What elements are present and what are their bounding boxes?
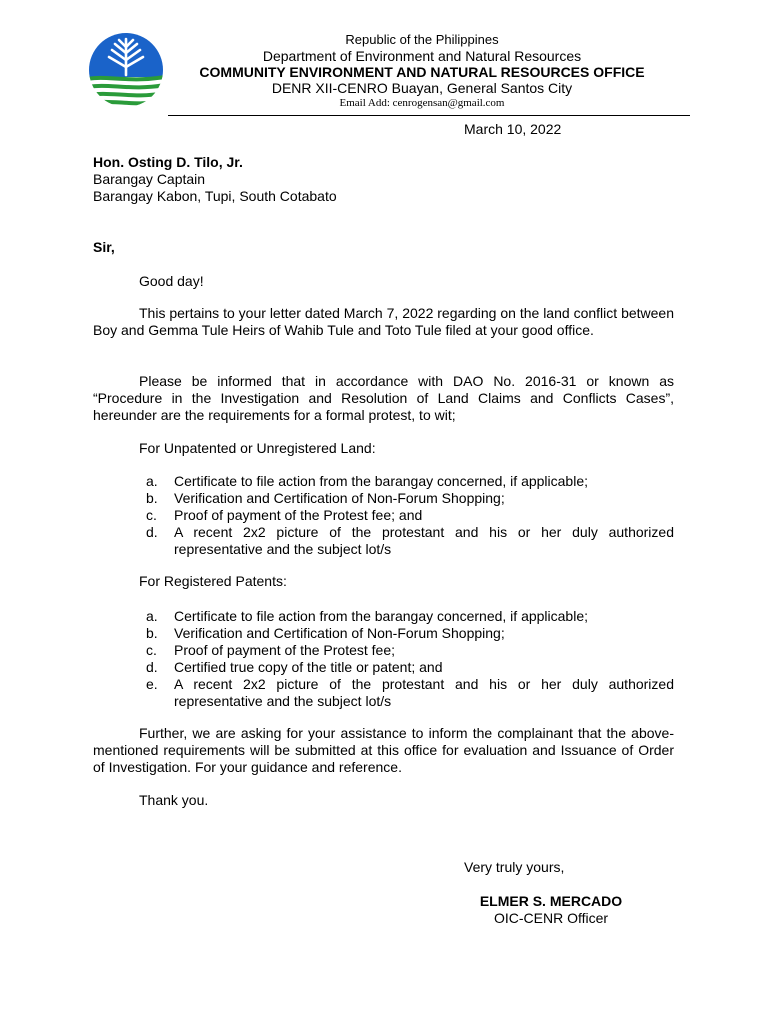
list-item — [146, 524, 674, 558]
paragraph-intro: This pertains to your letter dated March 7, 2022 regarding on the land conflict between Boy and Gemma Tule Heirs of Wahib Tule and Toto Tule filed at your good office. — [93, 305, 674, 338]
list-item — [146, 625, 674, 642]
letter-date: March 10, 2022 — [464, 121, 562, 137]
letterhead-office: COMMUNITY ENVIRONMENT AND NATURAL RESOURCES OFFICE — [199, 64, 645, 80]
list-item-text: A recent 2x2 picture of the protestant and his or her duly authorized representative and the subject lot/s — [174, 524, 674, 557]
list-item — [146, 676, 674, 710]
list-item-text: A recent 2x2 picture of the protestant and his or her duly authorized representative and the subject lot/s — [174, 676, 674, 709]
list-item-text: Proof of payment of the Protest fee; — [174, 642, 396, 658]
signer-name: ELMER S. MERCADO — [479, 893, 623, 909]
letterhead-department: Department of Environment and Natural Resources — [262, 48, 582, 64]
list-item — [146, 642, 674, 659]
paragraph-assistance: Further, we are asking for your assistance to inform the complainant that the above-mentioned requirements will be submitted at this office for evaluation and Issuance of Order of Investigation. For your guidance and reference. — [93, 725, 674, 775]
list-marker: e. — [146, 676, 158, 692]
unpatented-requirements-list — [146, 473, 674, 558]
list-marker: b. — [146, 490, 158, 506]
greeting: Good day! — [139, 273, 204, 289]
list-item-text: Certified true copy of the title or patent; and — [174, 659, 443, 675]
list-marker: c. — [146, 507, 157, 523]
list-item-text: Certificate to file action from the barangay concerned, if applicable; — [174, 608, 589, 624]
list-item — [146, 608, 674, 625]
registered-requirements-list — [146, 608, 674, 710]
thank-you: Thank you. — [139, 792, 209, 808]
list-item-text: Verification and Certification of Non-Forum Shopping; — [174, 490, 505, 506]
list-marker: d. — [146, 524, 158, 540]
complimentary-close: Very truly yours, — [464, 859, 565, 875]
letterhead-republic: Republic of the Philippines — [345, 32, 499, 47]
denr-logo — [87, 33, 165, 107]
list-item — [146, 507, 674, 524]
signature-block — [464, 893, 638, 927]
list-marker: c. — [146, 642, 157, 658]
list-marker: d. — [146, 659, 158, 675]
section-unpatented-heading: For Unpatented or Unregistered Land: — [139, 440, 376, 456]
list-marker: a. — [146, 608, 158, 624]
list-item — [146, 490, 674, 507]
salutation: Sir, — [93, 239, 115, 255]
recipient-title: Barangay Captain — [93, 171, 206, 187]
list-item-text: Verification and Certification of Non-Forum Shopping; — [174, 625, 505, 641]
list-item-text: Certificate to file action from the barangay concerned, if applicable; — [174, 473, 589, 489]
recipient-name: Hon. Osting D. Tilo, Jr. — [93, 154, 243, 170]
list-marker: a. — [146, 473, 158, 489]
list-item — [146, 473, 674, 490]
list-marker: b. — [146, 625, 158, 641]
recipient-block — [93, 154, 337, 205]
list-item — [146, 659, 674, 676]
letterhead — [180, 32, 664, 110]
section-registered-heading: For Registered Patents: — [139, 573, 287, 589]
letterhead-email: Email Add: cenrogensan@gmail.com — [339, 97, 505, 109]
paragraph-requirements: Please be informed that in accordance with DAO No. 2016-31 or known as “Procedure in the Investigation and Resolution of Land Claims and Conflicts Cases”, hereunder are the requirements for a formal protest, to wit; — [93, 373, 674, 423]
header-divider — [168, 115, 690, 116]
signer-title: OIC-CENR Officer — [493, 910, 609, 926]
recipient-address: Barangay Kabon, Tupi, South Cotabato — [93, 188, 337, 204]
list-item-text: Proof of payment of the Protest fee; and — [174, 507, 423, 523]
letterhead-address: DENR XII-CENRO Buayan, General Santos City — [271, 80, 573, 96]
